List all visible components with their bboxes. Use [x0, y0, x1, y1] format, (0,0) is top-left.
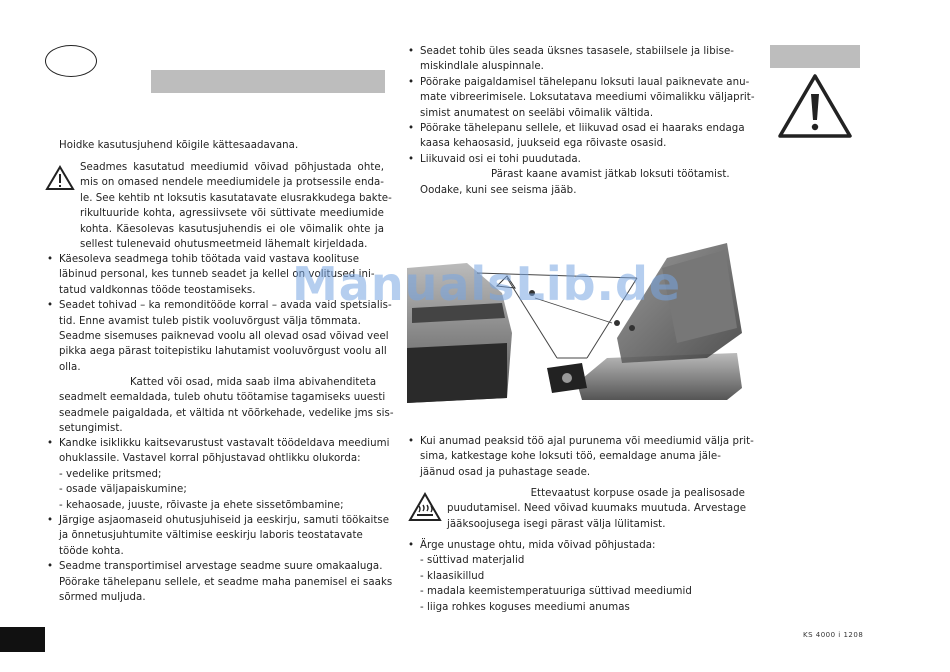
section-title-bar [151, 70, 385, 93]
breakage-bullet [408, 434, 754, 480]
bullet-dot: • [47, 300, 54, 312]
bullet-dot: • [47, 561, 54, 573]
covers-line: Katted või osad, mida saab ilma abivahenditeta [130, 377, 377, 388]
bullet-line: Seadet tohivad – ka remonditööde korral – avada vaid spetsialis- [59, 300, 392, 312]
list-item [408, 121, 746, 152]
hot-line: jääksoojusega isegi pärast välja lülitamist. [447, 518, 666, 530]
hazard-item: - süttivad materjalid [420, 555, 525, 567]
covers-line: seadmelt eemaldada, tuleb ohutu töötamise tagamiseks uuesti [59, 392, 386, 404]
lid-paragraph [408, 167, 746, 198]
hazards-list [408, 538, 746, 615]
bullet-line: Pöörake tähelepanu sellele, et seadme maha panemisel ei saaks [59, 576, 393, 588]
bullet-line: Liikuvaid osi ei tohi puudutada. [420, 153, 581, 165]
bullet-line: Kandke isiklikku kaitsevarustust vastavalt töödeldava meediumi [59, 438, 390, 449]
warning-icon [45, 165, 75, 191]
bullet-line: Järgige asjaomaseid ohutusjuhiseid ja eeskirju, samuti töökaitse [59, 515, 390, 527]
bullet-dot: • [408, 123, 415, 135]
list-item [408, 434, 754, 480]
bullet-line: sõrmed muljuda. [59, 592, 146, 604]
warning-line: kohta. Käesolevas kasutusjuhendis ei ole võimalik ohte ja [80, 223, 384, 235]
bullet-line: tatud valdkonnas tööde teostamiseks. [59, 284, 256, 296]
hazard-item: - madala keemistemperatuuriga süttivad meediumid [420, 586, 692, 598]
hazard-item: - klaasikillud [420, 570, 485, 582]
warning-line: Seadmes kasutatud meediumid võivad põhjustada ohte, [80, 162, 384, 173]
hot-line: puudutamisel. Need võivad kuumaks muutuda. Arvestage [447, 503, 747, 515]
warning-icon-large [776, 72, 854, 140]
list-item [47, 513, 390, 559]
bullet-line: Seadet tohib üles seada üksnes tasasele, stabiilsele ja libise- [420, 46, 734, 57]
bullet-dot: • [408, 540, 415, 551]
section-title-bar-right [770, 45, 860, 68]
bullet-line: läbinud personal, kes tunneb seadet ja kellel on volitused ini- [59, 269, 375, 281]
list-item [408, 75, 755, 121]
list-item [47, 436, 390, 513]
bullet-dot: • [47, 438, 54, 449]
warning-line: mis on omased nendele meediumidele ja protsessile enda- [80, 177, 384, 189]
hazards-intro: Ärge unustage ohtu, mida võivad põhjustada: [420, 540, 656, 551]
bullet-line: tid. Enne avamist tuleb pistik vooluvõrgust välja tõmmata. [59, 315, 361, 327]
bullet-line: olla. [59, 361, 81, 373]
bullet-dot: • [47, 515, 54, 527]
bullet-line: Seadme sisemuses paiknevad voolu all olevad osad võivad veel [59, 331, 389, 343]
list-item [408, 44, 746, 75]
lid-line: Oodake, kuni see seisma jääb. [420, 184, 577, 196]
warning-paragraph [80, 160, 392, 252]
list-item [47, 559, 393, 605]
covers-line: setungimist. [59, 423, 123, 435]
hot-surface-icon [408, 492, 442, 522]
bullet-line: - kehaosade, juuste, rõivaste ja ehete sissetõmbamine; [59, 499, 344, 511]
bullet-dot: • [408, 436, 415, 447]
right-bullet-list [408, 44, 755, 198]
covers-paragraph [59, 375, 394, 437]
bullet-line: mate vibreerimisele. Loksutatava meediumi võimalikku väljaprit- [420, 92, 755, 104]
bullet-line: ja õnnetusjuhtumite vältimise eeskirju laboris teostatavate [59, 530, 363, 542]
warning-line: rikultuuride kohta, agressiivsete või süttivate meediumide [80, 208, 384, 220]
bullet-line: Käesoleva seadmega tohib töötada vaid vastava koolituse [59, 254, 360, 265]
bullet-line: Pöörake tähelepanu sellele, et liikuvad osad ei haaraks endaga [420, 123, 745, 135]
footer-model: KS 4000 i 1208 [803, 631, 864, 639]
watermark: ManualsLib.de [292, 257, 682, 311]
covers-line: seadmele paigaldada, et vältida nt võõrkehade, vedelike jms sis- [59, 407, 394, 419]
list-item [408, 538, 746, 615]
bullet-dot: • [408, 153, 415, 165]
bullet-dot: • [408, 76, 415, 88]
bullet-line: ohuklassile. Vastavel korral põhjustavad ohtlikku olukorda: [59, 453, 361, 465]
bullet-line: - osade väljapaiskumine; [59, 484, 187, 496]
language-badge-oval [45, 45, 97, 77]
bullet-line: Seadme transportimisel arvestage seadme suure omakaaluga. [59, 561, 383, 573]
warning-line: sellest tulenevaid ohutusmeetmeid lähemalt kirjeldada. [80, 239, 368, 251]
bullet-line: Kui anumad peaksid töö ajal purunema või meediumid välja prit- [420, 436, 754, 447]
bullet-line: jäänud osad ja puhastage seade. [420, 466, 591, 478]
list-item [408, 152, 746, 167]
intro-text: Hoidke kasutusjuhend kõigile kättesaadavana. [59, 140, 299, 151]
lid-line: Pärast kaane avamist jätkab loksuti töötamist. [491, 169, 730, 181]
hot-surface-paragraph [447, 486, 745, 532]
hazard-item: - liiga rohkes koguses meediumi anumas [420, 601, 630, 613]
bullet-dot: • [408, 46, 415, 57]
bullet-line: pikka aega pärast toitepistiku lahutamist vooluvõrgust voolu all [59, 346, 387, 358]
bullet-line: Pöörake paigaldamisel tähelepanu loksuti laual paiknevate anu- [420, 76, 750, 88]
warning-line: le. See kehtib nt loksutis kasutatavate elusrakkudega bakte- [80, 192, 392, 204]
left-bullet-list-2 [47, 436, 393, 605]
bullet-line: tööde kohta. [59, 545, 124, 557]
bullet-line: sima, katkestage kohe loksuti töö, eemaldage anuma jäle- [420, 451, 721, 463]
bullet-line: simist anumatest on seeläbi võimalik vältida. [420, 107, 654, 119]
bullet-line: kaasa kehaosasid, juukseid ega rõivaste osasid. [420, 138, 667, 150]
page-corner-marker [0, 627, 45, 652]
hot-line: Ettevaatust korpuse osade ja pealisosade [530, 488, 745, 499]
bullet-line: miskindlale aluspinnale. [420, 61, 544, 73]
bullet-line: - vedelike pritsmed; [59, 468, 162, 480]
bullet-dot: • [47, 254, 54, 265]
